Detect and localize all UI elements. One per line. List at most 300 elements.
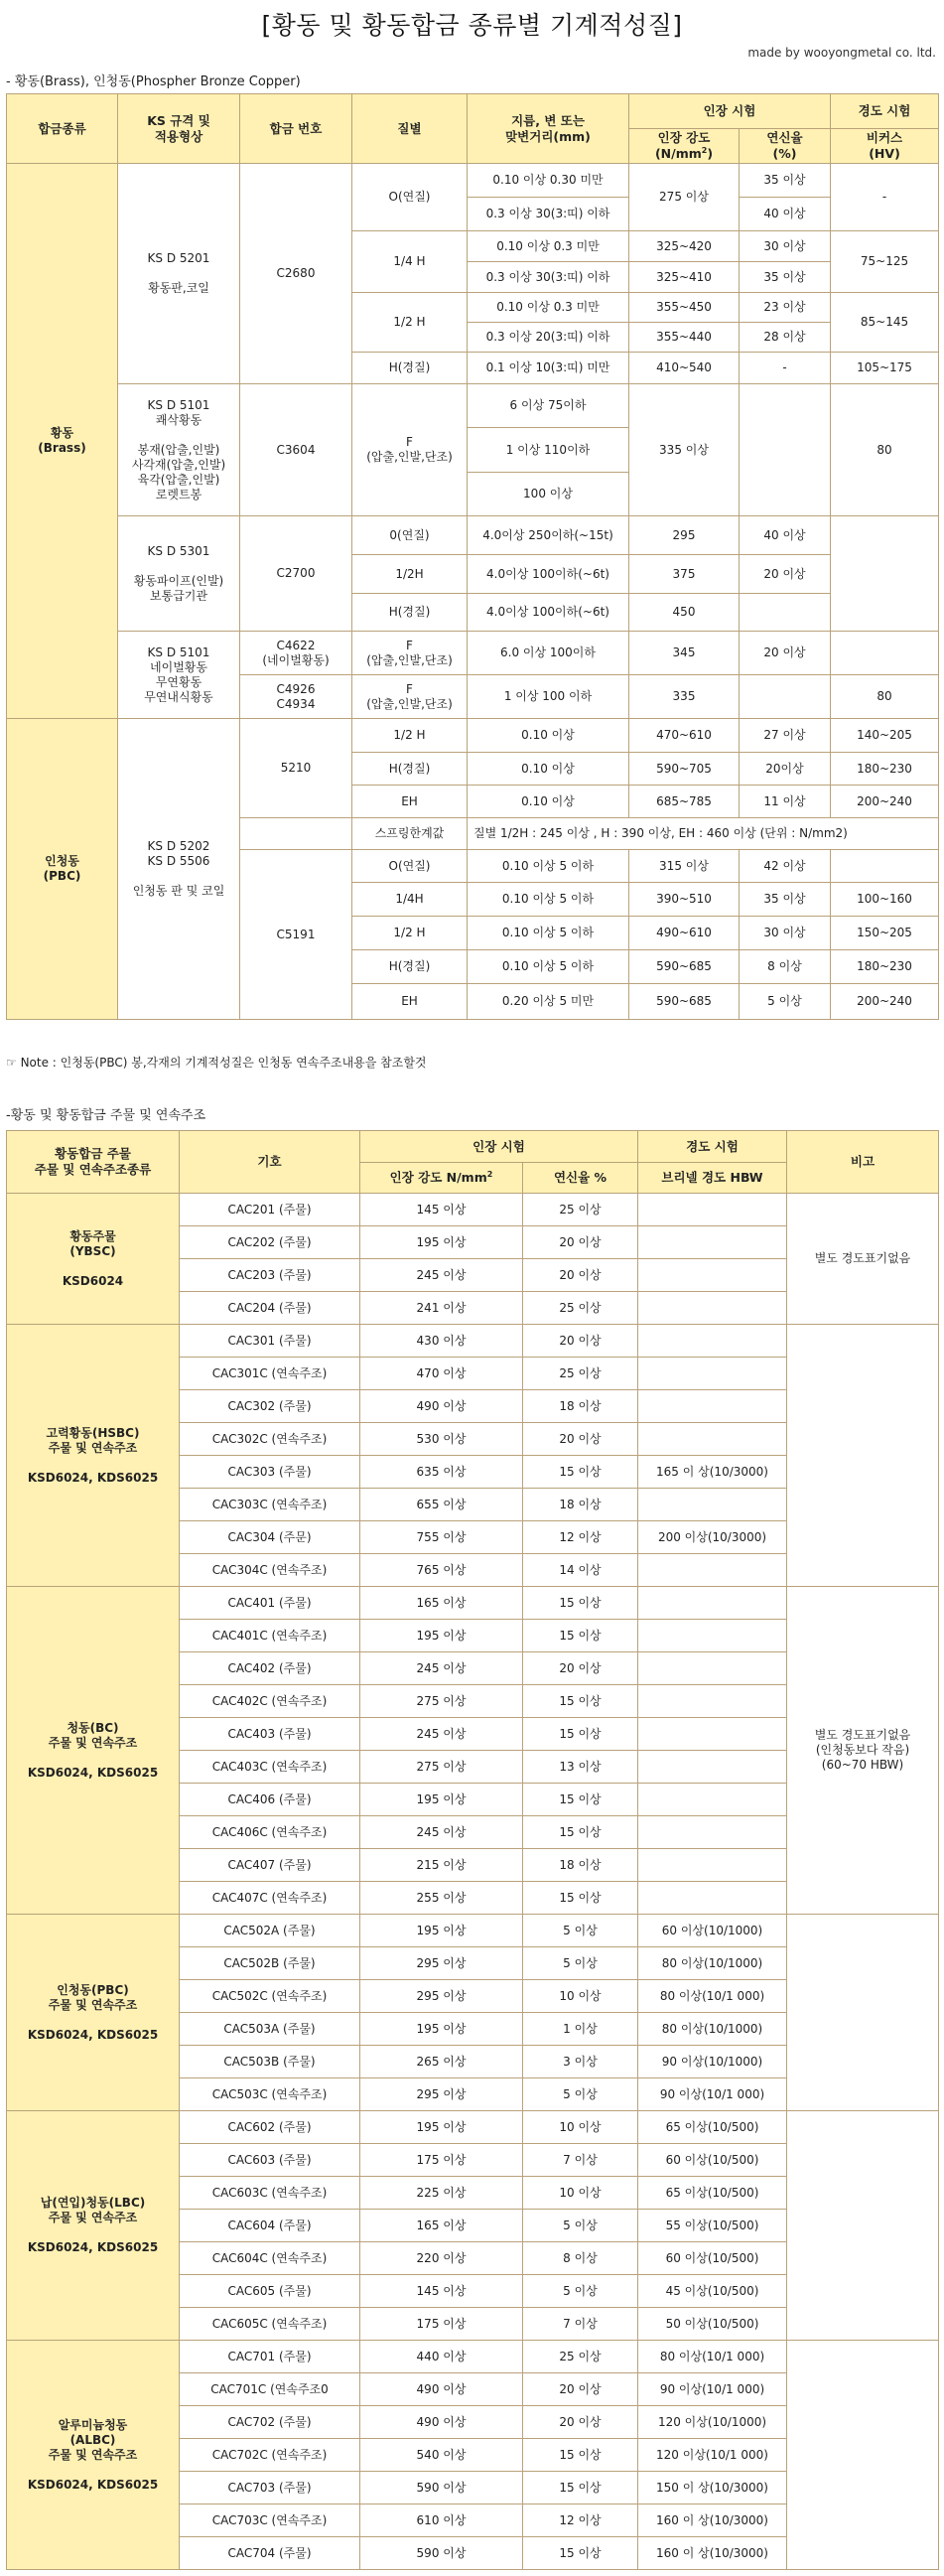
brinell-cell: 90 이상(10/1000) xyxy=(638,2046,787,2078)
hv-cell xyxy=(831,632,939,675)
remark-cell xyxy=(787,2111,939,2341)
tensile-cell: 355~440 xyxy=(629,323,740,353)
symbol-cell: CAC703 (주물) xyxy=(180,2472,360,2504)
size-cell: 0.3 이상 30(3:띠) 이하 xyxy=(468,262,629,293)
elong-cell: 42 이상 xyxy=(740,850,831,883)
symbol-cell: CAC603C (연속주조) xyxy=(180,2177,360,2210)
elong-cell: 20 이상 xyxy=(523,1325,638,1358)
brinell-cell xyxy=(638,1718,787,1751)
tensile-cell: 295 이상 xyxy=(360,1947,523,1980)
ks-cell: KS D 5101 쾌삭황동 봉재(압출,인발) 사각재(압출,인발) 육각(압출,인발) 로렛트봉 xyxy=(118,384,240,516)
elong-cell: 35 이상 xyxy=(740,262,831,293)
hv-cell: 200~240 xyxy=(831,786,939,818)
temper-cell: H(경질) xyxy=(352,353,468,384)
remark-cell: 별도 경도표기없음 xyxy=(787,1194,939,1325)
header-remark: 비고 xyxy=(787,1131,939,1194)
elong-cell: 15 이상 xyxy=(523,1456,638,1489)
symbol-cell: CAC302C (연속주조) xyxy=(180,1423,360,1456)
elong-cell: 10 이상 xyxy=(523,2111,638,2144)
symbol-cell: CAC406C (연속주조) xyxy=(180,1816,360,1849)
elong-cell xyxy=(740,594,831,632)
elong-cell: 15 이상 xyxy=(523,2439,638,2472)
temper-cell: F (압출,인발,단조) xyxy=(352,632,468,675)
size-cell: 0.1 이상 10(3:띠) 미만 xyxy=(468,353,629,384)
spring-empty-cell xyxy=(240,818,352,850)
remark-cell: 별도 경도표기없음 (인청동보다 작음) (60~70 HBW) xyxy=(787,1587,939,1915)
hv-cell xyxy=(831,516,939,632)
header-brinell: 브리넬 경도 HBW xyxy=(638,1163,787,1194)
alloy-cell: C4622 (네이벌황동) xyxy=(240,632,352,675)
group-name-cell: 알루미늄청동 (ALBC) 주물 및 연속주조 KSD6024, KDS6025 xyxy=(7,2341,180,2570)
casting-table-body xyxy=(7,1194,939,2570)
tensile-cell: 610 이상 xyxy=(360,2504,523,2537)
brinell-cell: 165 이 상(10/3000) xyxy=(638,1456,787,1489)
brass-pbc-table xyxy=(6,93,939,1020)
ks-cell: KS D 5101 네이벌황동 무연황동 무연내식황동 xyxy=(118,632,240,719)
size-cell: 100 이상 xyxy=(468,473,629,516)
tensile-cell: 490 이상 xyxy=(360,1390,523,1423)
symbol-cell: CAC303 (주물) xyxy=(180,1456,360,1489)
elong-cell: 35 이상 xyxy=(740,883,831,917)
elong-cell: 20 이상 xyxy=(740,555,831,594)
temper-cell: 1/2H xyxy=(352,555,468,594)
elong-cell: 20이상 xyxy=(740,753,831,786)
tensile-cell: 165 이상 xyxy=(360,1587,523,1620)
elong-cell xyxy=(740,384,831,516)
symbol-cell: CAC201 (주물) xyxy=(180,1194,360,1226)
elong-cell: 25 이상 xyxy=(523,1358,638,1390)
brinell-cell: 120 이상(10/1000) xyxy=(638,2406,787,2439)
section2-subtitle: -황동 및 황동합금 주물 및 연속주조 xyxy=(6,1108,206,1123)
tensile-cell: 335 이상 xyxy=(629,384,740,516)
tensile-cell: 635 이상 xyxy=(360,1456,523,1489)
tensile-cell: 655 이상 xyxy=(360,1489,523,1521)
elong-cell: 5 이상 xyxy=(740,984,831,1020)
symbol-cell: CAC503B (주물) xyxy=(180,2046,360,2078)
brinell-cell: 80 이상(10/1 000) xyxy=(638,2341,787,2373)
header-hardness-test: 경도 시험 xyxy=(831,94,939,129)
brinell-cell xyxy=(638,1620,787,1652)
symbol-cell: CAC202 (주물) xyxy=(180,1226,360,1259)
tensile-cell: 145 이상 xyxy=(360,2275,523,2308)
symbol-cell: CAC204 (주물) xyxy=(180,1292,360,1325)
elong-cell: 8 이상 xyxy=(740,950,831,984)
symbol-cell: CAC603 (주물) xyxy=(180,2144,360,2177)
symbol-cell: CAC503C (연속주조) xyxy=(180,2078,360,2111)
temper-cell: 1/4 H xyxy=(352,231,468,293)
elong-cell: 40 이상 xyxy=(740,198,831,231)
size-cell: 0.10 이상 0.3 미만 xyxy=(468,231,629,262)
elong-cell: 5 이상 xyxy=(523,2210,638,2242)
tensile-cell: 590 이상 xyxy=(360,2472,523,2504)
elong-cell: 40 이상 xyxy=(740,516,831,555)
hv-cell: 80 xyxy=(831,384,939,516)
elong-cell: 25 이상 xyxy=(523,1292,638,1325)
temper-cell: 1/2 H xyxy=(352,917,468,950)
elong-cell: 23 이상 xyxy=(740,293,831,323)
elong-cell: 20 이상 xyxy=(523,1423,638,1456)
tensile-cell: 375 xyxy=(629,555,740,594)
symbol-cell: CAC407C (연속주조) xyxy=(180,1882,360,1915)
elong-cell: 15 이상 xyxy=(523,2537,638,2570)
tensile-cell: 430 이상 xyxy=(360,1325,523,1358)
tensile-cell: 590~685 xyxy=(629,984,740,1020)
symbol-cell: CAC502A (주물) xyxy=(180,1915,360,1947)
brinell-cell: 65 이상(10/500) xyxy=(638,2177,787,2210)
elong-cell: 25 이상 xyxy=(523,1194,638,1226)
elong-cell: 28 이상 xyxy=(740,323,831,353)
alloy-cell: C4926 C4934 xyxy=(240,675,352,719)
spring-value: 질별 1/2H : 245 이상 , H : 390 이상, EH : 460 이상 (단위 : N/mm2) xyxy=(468,818,939,850)
tensile-cell: 255 이상 xyxy=(360,1882,523,1915)
symbol-cell: CAC602 (주물) xyxy=(180,2111,360,2144)
brinell-cell: 200 이상(10/3000) xyxy=(638,1521,787,1554)
brinell-cell: 80 이상(10/1000) xyxy=(638,1947,787,1980)
hv-cell: 180~230 xyxy=(831,753,939,786)
temper-cell: 1/2 H xyxy=(352,293,468,353)
size-cell: 1 이상 110이하 xyxy=(468,428,629,473)
header-elongation: 연신율 % xyxy=(523,1163,638,1194)
tensile-cell: 440 이상 xyxy=(360,2341,523,2373)
header-ks: KS 규격 및 적용형상 xyxy=(118,94,240,164)
tensile-cell: 175 이상 xyxy=(360,2144,523,2177)
table-row xyxy=(7,1194,939,1226)
elong-cell: 5 이상 xyxy=(523,1915,638,1947)
tensile-cell: 390~510 xyxy=(629,883,740,917)
size-cell: 4.0이상 100이하(~6t) xyxy=(468,594,629,632)
tensile-cell: 175 이상 xyxy=(360,2308,523,2341)
brinell-cell: 55 이상(10/500) xyxy=(638,2210,787,2242)
symbol-cell: CAC701 (주물) xyxy=(180,2341,360,2373)
brinell-cell: 60 이상(10/500) xyxy=(638,2144,787,2177)
ks-cell: KS D 5202 KS D 5506 인청동 판 및 코일 xyxy=(118,719,240,1020)
symbol-cell: CAC503A (주물) xyxy=(180,2013,360,2046)
group-name-cell: 청동(BC) 주물 및 연속주조 KSD6024, KDS6025 xyxy=(7,1587,180,1915)
symbol-cell: CAC604C (연속주조) xyxy=(180,2242,360,2275)
hv-cell: 75~125 xyxy=(831,231,939,293)
tensile-cell: 315 이상 xyxy=(629,850,740,883)
hv-cell xyxy=(831,850,939,883)
tensile-cell: 410~540 xyxy=(629,353,740,384)
table-row xyxy=(7,1325,939,1358)
elong-cell: 18 이상 xyxy=(523,1489,638,1521)
elong-cell: 30 이상 xyxy=(740,231,831,262)
section1-subtitle: - 황동(Brass), 인청동(Phospher Bronze Copper) xyxy=(6,74,301,89)
brinell-cell: 45 이상(10/500) xyxy=(638,2275,787,2308)
tensile-cell: 245 이상 xyxy=(360,1259,523,1292)
elong-cell: 8 이상 xyxy=(523,2242,638,2275)
symbol-cell: CAC301C (연속주조) xyxy=(180,1358,360,1390)
elong-cell: 7 이상 xyxy=(523,2308,638,2341)
elong-cell: 14 이상 xyxy=(523,1554,638,1587)
elong-cell: 30 이상 xyxy=(740,917,831,950)
elong-cell: 10 이상 xyxy=(523,2177,638,2210)
tensile-cell: 241 이상 xyxy=(360,1292,523,1325)
header-alloy-no: 합금 번호 xyxy=(240,94,352,164)
elong-cell: 11 이상 xyxy=(740,786,831,818)
brinell-cell: 60 이상(10/500) xyxy=(638,2242,787,2275)
tensile-cell: 245 이상 xyxy=(360,1652,523,1685)
symbol-cell: CAC407 (주물) xyxy=(180,1849,360,1882)
elong-cell: 15 이상 xyxy=(523,1620,638,1652)
brinell-cell xyxy=(638,1259,787,1292)
brinell-cell: 150 이 상(10/3000) xyxy=(638,2472,787,2504)
temper-cell: 1/2 H xyxy=(352,719,468,753)
hv-cell: - xyxy=(831,164,939,231)
elong-cell: 1 이상 xyxy=(523,2013,638,2046)
tensile-cell: 145 이상 xyxy=(360,1194,523,1226)
symbol-cell: CAC604 (주물) xyxy=(180,2210,360,2242)
header-hardness-test: 경도 시험 xyxy=(638,1131,787,1163)
hv-cell: 105~175 xyxy=(831,353,939,384)
tensile-cell: 335 xyxy=(629,675,740,719)
elong-cell: 18 이상 xyxy=(523,1390,638,1423)
symbol-cell: CAC302 (주물) xyxy=(180,1390,360,1423)
tensile-cell: 245 이상 xyxy=(360,1718,523,1751)
elong-cell: 18 이상 xyxy=(523,1849,638,1882)
tensile-cell: 540 이상 xyxy=(360,2439,523,2472)
symbol-cell: CAC605C (연속주조) xyxy=(180,2308,360,2341)
page-title: [황동 및 황동합금 종류별 기계적성질] xyxy=(261,11,683,40)
hv-cell: 80 xyxy=(831,675,939,719)
remark-cell xyxy=(787,2341,939,2570)
brinell-cell: 60 이상(10/1000) xyxy=(638,1915,787,1947)
elong-cell: 10 이상 xyxy=(523,1980,638,2013)
header-vickers: 비커스 (HV) xyxy=(831,129,939,164)
brinell-cell xyxy=(638,1652,787,1685)
tensile-cell: 265 이상 xyxy=(360,2046,523,2078)
header-type: 황동합금 주물 주물 및 연속주조종류 xyxy=(7,1131,180,1194)
brinell-cell: 90 이상(10/1 000) xyxy=(638,2078,787,2111)
size-cell: 0.3 이상 20(3:띠) 이하 xyxy=(468,323,629,353)
temper-cell: O(연질) xyxy=(352,164,468,231)
elong-cell: 15 이상 xyxy=(523,1587,638,1620)
author-credit: made by wooyongmetal co. ltd. xyxy=(747,46,936,60)
brinell-cell xyxy=(638,1816,787,1849)
tensile-cell: 470~610 xyxy=(629,719,740,753)
tensile-cell: 355~450 xyxy=(629,293,740,323)
brinell-cell xyxy=(638,1423,787,1456)
brinell-cell xyxy=(638,1784,787,1816)
elong-cell: 20 이상 xyxy=(523,1259,638,1292)
symbol-cell: CAC502B (주물) xyxy=(180,1947,360,1980)
temper-cell: F (압출,인발,단조) xyxy=(352,384,468,516)
size-cell: 4.0이상 250이하(~15t) xyxy=(468,516,629,555)
size-cell: 6 이상 75이하 xyxy=(468,384,629,428)
header-tensile-strength: 인장 강도 $(N/mm^2)$ xyxy=(629,129,740,164)
elong-cell: 25 이상 xyxy=(523,2341,638,2373)
symbol-cell: CAC703C (연속주조) xyxy=(180,2504,360,2537)
tensile-cell: 225 이상 xyxy=(360,2177,523,2210)
header-symbol: 기호 xyxy=(180,1131,360,1194)
tensile-cell: 295 이상 xyxy=(360,1980,523,2013)
brinell-cell xyxy=(638,1882,787,1915)
elong-cell: 20 이상 xyxy=(523,1652,638,1685)
temper-cell: H(경질) xyxy=(352,753,468,786)
group-name-cell: 황동주물 (YBSC) KSD6024 xyxy=(7,1194,180,1325)
ks-cell: KS D 5301 황동파이프(인발) 보통급기관 xyxy=(118,516,240,632)
hv-cell: 180~230 xyxy=(831,950,939,984)
elong-cell: 15 이상 xyxy=(523,1718,638,1751)
brinell-cell xyxy=(638,1489,787,1521)
table-row xyxy=(7,2111,939,2144)
elong-cell: 20 이상 xyxy=(523,2373,638,2406)
header-tensile-strength: 인장 강도 $N/mm^2$ xyxy=(360,1163,523,1194)
elong-cell: 20 이상 xyxy=(523,1226,638,1259)
brinell-cell: 65 이상(10/500) xyxy=(638,2111,787,2144)
size-cell: 0.3 이상 30(3:띠) 이하 xyxy=(468,198,629,231)
symbol-cell: CAC304C (연속주조) xyxy=(180,1554,360,1587)
elong-cell: - xyxy=(740,353,831,384)
symbol-cell: CAC401 (주물) xyxy=(180,1587,360,1620)
symbol-cell: CAC301 (주물) xyxy=(180,1325,360,1358)
tensile-cell: 530 이상 xyxy=(360,1423,523,1456)
alloy-cell: C3604 xyxy=(240,384,352,516)
brinell-cell xyxy=(638,1226,787,1259)
header-size: 지름, 변 또는 맞변거리(mm) xyxy=(468,94,629,164)
tensile-cell: 220 이상 xyxy=(360,2242,523,2275)
size-cell: 0.10 이상 0.3 미만 xyxy=(468,293,629,323)
brinell-cell: 50 이상(10/500) xyxy=(638,2308,787,2341)
size-cell: 0.10 이상 xyxy=(468,719,629,753)
size-cell: 4.0이상 100이하(~6t) xyxy=(468,555,629,594)
brinell-cell xyxy=(638,1194,787,1226)
symbol-cell: CAC403 (주물) xyxy=(180,1718,360,1751)
brinell-cell xyxy=(638,1587,787,1620)
symbol-cell: CAC701C (연속주조0 xyxy=(180,2373,360,2406)
elong-cell: 5 이상 xyxy=(523,1947,638,1980)
alloy-cell: C2680 xyxy=(240,164,352,384)
size-cell: 0.10 이상 0.30 미만 xyxy=(468,164,629,198)
header-elongation: 연신율 (%) xyxy=(740,129,831,164)
elong-cell: 7 이상 xyxy=(523,2144,638,2177)
elong-cell: 20 이상 xyxy=(523,2406,638,2439)
temper-cell: EH xyxy=(352,984,468,1020)
brinell-cell xyxy=(638,1358,787,1390)
elong-cell: 20 이상 xyxy=(740,632,831,675)
remark-cell xyxy=(787,1915,939,2111)
elong-cell: 15 이상 xyxy=(523,2472,638,2504)
symbol-cell: CAC702C (연속주조) xyxy=(180,2439,360,2472)
brinell-cell xyxy=(638,1292,787,1325)
symbol-cell: CAC401C (연속주조) xyxy=(180,1620,360,1652)
tensile-cell: 295 xyxy=(629,516,740,555)
temper-cell: 0(연질) xyxy=(352,516,468,555)
tensile-cell: 275 이상 xyxy=(629,164,740,231)
tensile-cell: 490 이상 xyxy=(360,2373,523,2406)
hv-cell: 140~205 xyxy=(831,719,939,753)
alloy-cell: C5191 xyxy=(240,850,352,1020)
size-cell: 0.10 이상 xyxy=(468,786,629,818)
group-pbc: 인청동 (PBC) xyxy=(7,719,118,1020)
note-text: ☞ Note : 인청동(PBC) 봉,각재의 기계적성질은 인청동 연속주조내용을 참조할것 xyxy=(6,1056,427,1070)
hv-cell: 85~145 xyxy=(831,293,939,353)
hv-cell: 150~205 xyxy=(831,917,939,950)
header-alloy-type: 합금종류 xyxy=(7,94,118,164)
elong-cell: 27 이상 xyxy=(740,719,831,753)
casting-table xyxy=(6,1130,939,2570)
tensile-cell: 325~410 xyxy=(629,262,740,293)
elong-cell: 15 이상 xyxy=(523,1882,638,1915)
tensile-cell: 295 이상 xyxy=(360,2078,523,2111)
symbol-cell: CAC702 (주물) xyxy=(180,2406,360,2439)
elong-cell: 15 이상 xyxy=(523,1784,638,1816)
tensile-cell: 590~705 xyxy=(629,753,740,786)
ks-cell: KS D 5201 황동판,코일 xyxy=(118,164,240,384)
tensile-cell: 275 이상 xyxy=(360,1751,523,1784)
group-brass: 황동 (Brass) xyxy=(7,164,118,719)
table-row xyxy=(7,2341,939,2373)
symbol-cell: CAC502C (연속주조) xyxy=(180,1980,360,2013)
remark-cell xyxy=(787,1325,939,1587)
size-cell: 6.0 이상 100이하 xyxy=(468,632,629,675)
temper-cell: 1/4H xyxy=(352,883,468,917)
elong-cell: 5 이상 xyxy=(523,2078,638,2111)
tensile-cell: 490 이상 xyxy=(360,2406,523,2439)
table-row xyxy=(7,1915,939,1947)
symbol-cell: CAC303C (연속주조) xyxy=(180,1489,360,1521)
table-row xyxy=(7,1587,939,1620)
brinell-cell: 160 이 상(10/3000) xyxy=(638,2537,787,2570)
elong-cell: 12 이상 xyxy=(523,2504,638,2537)
symbol-cell: CAC406 (주물) xyxy=(180,1784,360,1816)
temper-cell: H(경질) xyxy=(352,594,468,632)
tensile-cell: 195 이상 xyxy=(360,1620,523,1652)
tensile-cell: 590~685 xyxy=(629,950,740,984)
brinell-cell: 80 이상(10/1 000) xyxy=(638,1980,787,2013)
brinell-cell: 120 이상(10/1 000) xyxy=(638,2439,787,2472)
brinell-cell xyxy=(638,1390,787,1423)
elong-cell: 15 이상 xyxy=(523,1816,638,1849)
tensile-cell: 275 이상 xyxy=(360,1685,523,1718)
tensile-cell: 245 이상 xyxy=(360,1816,523,1849)
elong-cell: 5 이상 xyxy=(523,2275,638,2308)
elong-cell xyxy=(740,675,831,719)
header-temper: 질별 xyxy=(352,94,468,164)
tensile-cell: 325~420 xyxy=(629,231,740,262)
size-cell: 0.20 이상 5 미만 xyxy=(468,984,629,1020)
size-cell: 0.10 이상 5 이하 xyxy=(468,917,629,950)
tensile-cell: 195 이상 xyxy=(360,2013,523,2046)
tensile-cell: 215 이상 xyxy=(360,1849,523,1882)
elong-cell: 3 이상 xyxy=(523,2046,638,2078)
tensile-cell: 345 xyxy=(629,632,740,675)
elong-cell: 13 이상 xyxy=(523,1751,638,1784)
tensile-cell: 195 이상 xyxy=(360,1784,523,1816)
group-name-cell: 고력황동(HSBC) 주물 및 연속주조 KSD6024, KDS6025 xyxy=(7,1325,180,1587)
tensile-cell: 195 이상 xyxy=(360,2111,523,2144)
temper-cell: F (압출,인발,단조) xyxy=(352,675,468,719)
hv-cell: 100~160 xyxy=(831,883,939,917)
size-cell: 0.10 이상 5 이하 xyxy=(468,883,629,917)
size-cell: 0.10 이상 5 이하 xyxy=(468,850,629,883)
symbol-cell: CAC402 (주물) xyxy=(180,1652,360,1685)
brinell-cell: 90 이상(10/1 000) xyxy=(638,2373,787,2406)
size-cell: 0.10 이상 5 이하 xyxy=(468,950,629,984)
size-cell: 1 이상 100 이하 xyxy=(468,675,629,719)
temper-cell: H(경질) xyxy=(352,950,468,984)
brinell-cell: 160 이 상(10/3000) xyxy=(638,2504,787,2537)
hv-cell: 200~240 xyxy=(831,984,939,1020)
brinell-cell xyxy=(638,1751,787,1784)
header-tensile-test: 인장 시험 xyxy=(629,94,831,129)
tensile-cell: 590 이상 xyxy=(360,2537,523,2570)
alloy-cell: 5210 xyxy=(240,719,352,818)
brinell-cell xyxy=(638,1325,787,1358)
size-cell: 0.10 이상 xyxy=(468,753,629,786)
header-tensile-test: 인장 시험 xyxy=(360,1131,638,1163)
tensile-cell: 195 이상 xyxy=(360,1915,523,1947)
